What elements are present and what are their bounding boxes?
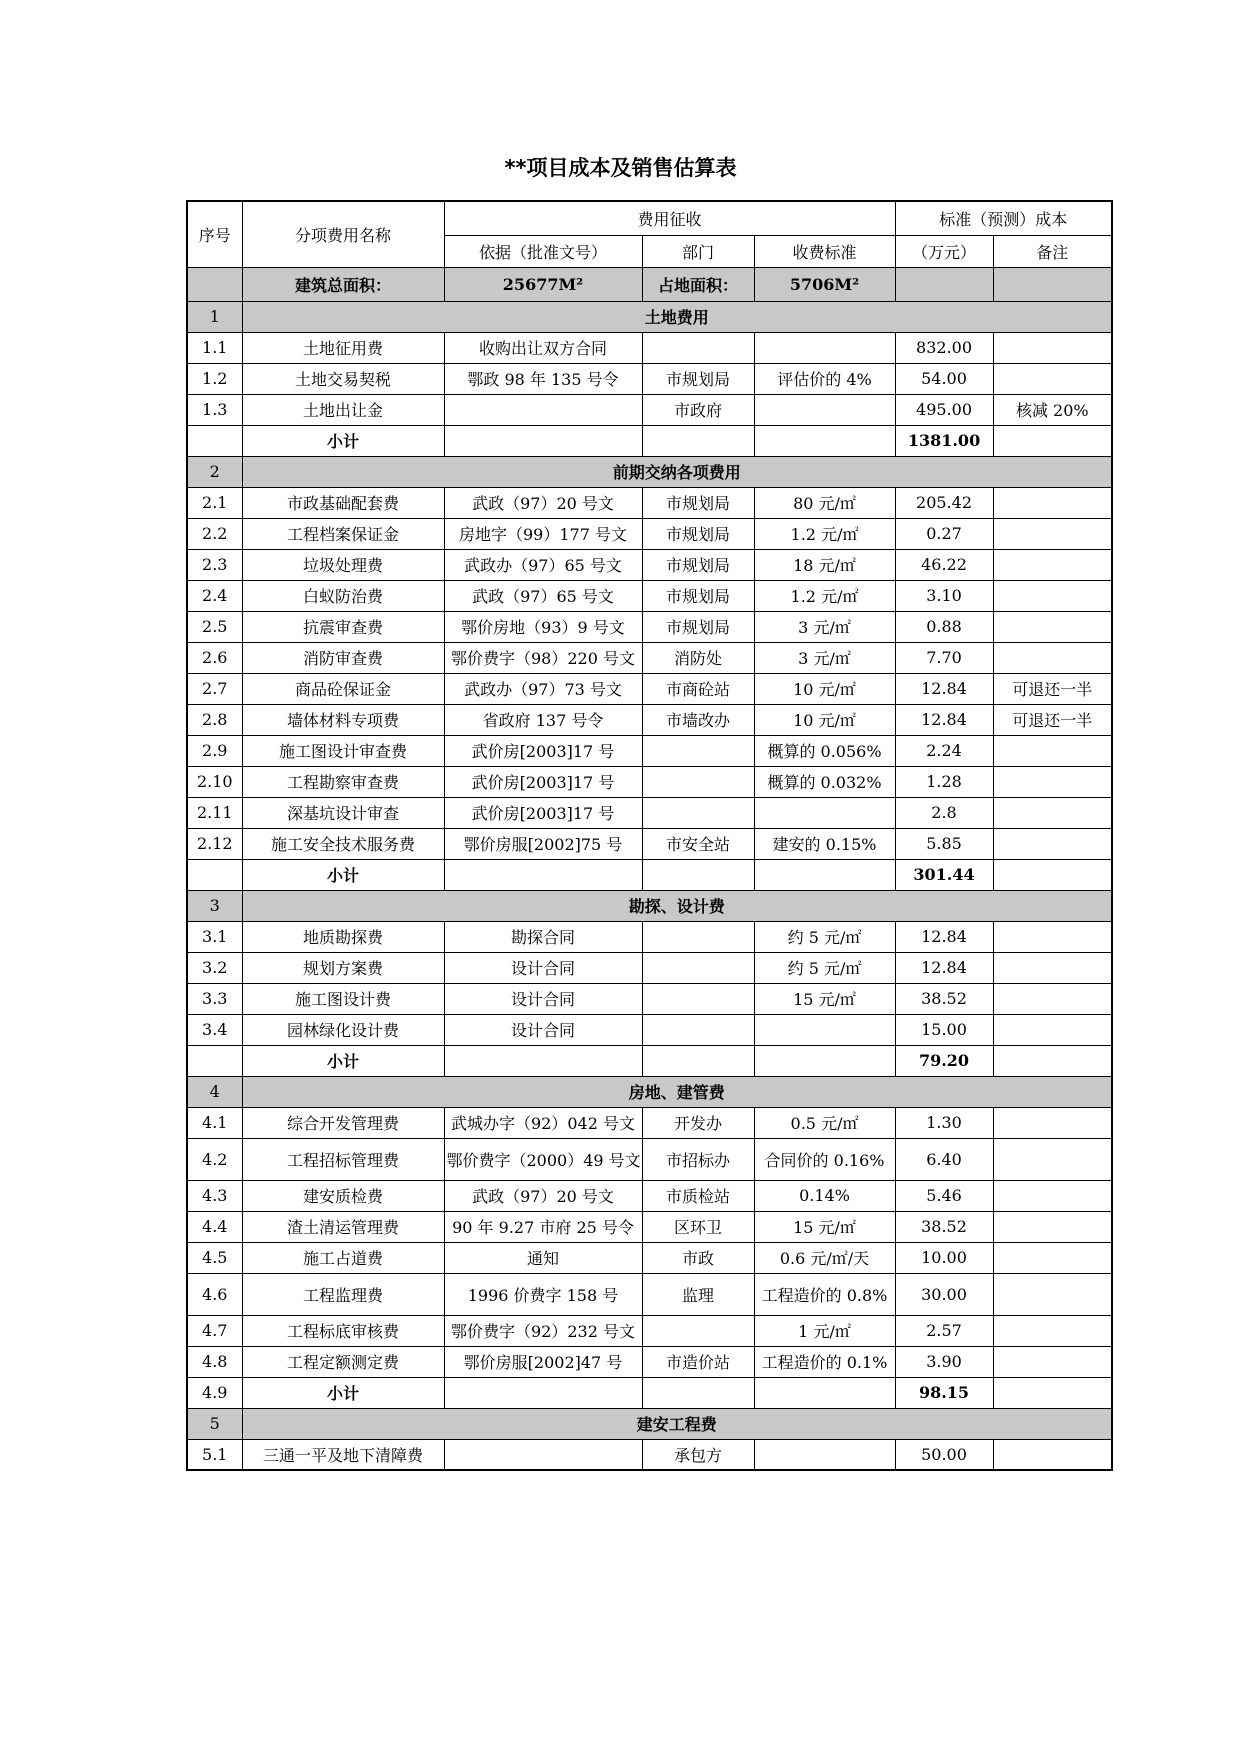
table-row <box>187 1211 1112 1242</box>
subtotal-blank <box>444 1377 642 1408</box>
row-standard: 建安的 0.15% <box>754 828 895 859</box>
row-seq: 1.3 <box>187 394 242 425</box>
section-title: 建安工程费 <box>242 1408 1112 1439</box>
subtotal-row <box>187 859 1112 890</box>
row-basis: 勘探合同 <box>444 921 642 952</box>
row-dept <box>642 1014 754 1045</box>
row-item-name: 深基坑设计审查 <box>242 797 444 828</box>
row-standard <box>754 1439 895 1470</box>
table-row <box>187 363 1112 394</box>
row-remark <box>993 1273 1112 1315</box>
row-basis: 设计合同 <box>444 1014 642 1045</box>
row-remark <box>993 983 1112 1014</box>
row-basis: 鄂价费字（2000）49 号文 <box>444 1138 642 1180</box>
row-item-name: 工程招标管理费 <box>242 1138 444 1180</box>
header-basis: 依据（批准文号） <box>444 235 642 267</box>
row-standard: 约 5 元/㎡ <box>754 921 895 952</box>
row-dept: 市规划局 <box>642 611 754 642</box>
section-header-row <box>187 1408 1112 1439</box>
row-seq: 4.2 <box>187 1138 242 1180</box>
subtotal-blank <box>993 425 1112 456</box>
row-remark: 核减 20% <box>993 394 1112 425</box>
subtotal-blank <box>444 859 642 890</box>
row-remark <box>993 1180 1112 1211</box>
table-row <box>187 704 1112 735</box>
row-dept: 市墙改办 <box>642 704 754 735</box>
table-row <box>187 611 1112 642</box>
row-basis: 鄂价费字（98）220 号文 <box>444 642 642 673</box>
area-blank <box>895 267 993 301</box>
subtotal-seq: 4.9 <box>187 1377 242 1408</box>
row-seq: 4.7 <box>187 1315 242 1346</box>
table-row <box>187 1242 1112 1273</box>
row-basis: 鄂政 98 年 135 号令 <box>444 363 642 394</box>
row-dept <box>642 983 754 1014</box>
table-row <box>187 766 1112 797</box>
row-item-name: 商品砼保证金 <box>242 673 444 704</box>
table-row <box>187 1346 1112 1377</box>
area-blank <box>187 267 242 301</box>
subtotal-blank <box>993 1045 1112 1076</box>
row-cost: 495.00 <box>895 394 993 425</box>
row-basis: 省政府 137 号令 <box>444 704 642 735</box>
table-row <box>187 487 1112 518</box>
subtotal-cost: 301.44 <box>895 859 993 890</box>
subtotal-row <box>187 1045 1112 1076</box>
row-remark <box>993 952 1112 983</box>
row-standard: 概算的 0.056% <box>754 735 895 766</box>
row-item-name: 工程监理费 <box>242 1273 444 1315</box>
row-seq: 4.6 <box>187 1273 242 1315</box>
row-remark <box>993 1107 1112 1138</box>
table-row <box>187 673 1112 704</box>
subtotal-blank <box>754 1045 895 1076</box>
row-seq: 2.9 <box>187 735 242 766</box>
section-header-row <box>187 1076 1112 1107</box>
land-area-label: 占地面积： <box>642 267 754 301</box>
row-item-name: 地质勘探费 <box>242 921 444 952</box>
row-item-name: 抗震审查费 <box>242 611 444 642</box>
row-remark <box>993 1014 1112 1045</box>
row-dept: 市商砼站 <box>642 673 754 704</box>
subtotal-blank <box>642 859 754 890</box>
row-basis: 武城办字（92）042 号文 <box>444 1107 642 1138</box>
subtotal-seq <box>187 425 242 456</box>
row-standard: 80 元/㎡ <box>754 487 895 518</box>
row-dept <box>642 332 754 363</box>
row-item-name: 施工安全技术服务费 <box>242 828 444 859</box>
row-standard: 概算的 0.032% <box>754 766 895 797</box>
row-cost: 15.00 <box>895 1014 993 1045</box>
subtotal-blank <box>642 1377 754 1408</box>
section-number: 4 <box>187 1076 242 1107</box>
row-cost: 5.85 <box>895 828 993 859</box>
row-basis: 设计合同 <box>444 983 642 1014</box>
row-dept: 市政 <box>642 1242 754 1273</box>
row-seq: 2.8 <box>187 704 242 735</box>
table-row <box>187 828 1112 859</box>
row-cost: 38.52 <box>895 983 993 1014</box>
row-item-name: 施工图设计审查费 <box>242 735 444 766</box>
row-basis: 鄂价房服[2002]47 号 <box>444 1346 642 1377</box>
table-row <box>187 921 1112 952</box>
row-dept <box>642 1315 754 1346</box>
row-remark <box>993 363 1112 394</box>
row-standard: 10 元/㎡ <box>754 704 895 735</box>
header-name: 分项费用名称 <box>242 201 444 267</box>
row-cost: 12.84 <box>895 673 993 704</box>
subtotal-cost: 79.20 <box>895 1045 993 1076</box>
row-standard: 18 元/㎡ <box>754 549 895 580</box>
row-cost: 3.90 <box>895 1346 993 1377</box>
subtotal-blank <box>642 425 754 456</box>
row-item-name: 工程勘察审查费 <box>242 766 444 797</box>
row-dept: 市规划局 <box>642 580 754 611</box>
row-standard: 3 元/㎡ <box>754 611 895 642</box>
row-standard: 15 元/㎡ <box>754 983 895 1014</box>
section-header-row <box>187 456 1112 487</box>
row-dept: 市造价站 <box>642 1346 754 1377</box>
row-cost: 38.52 <box>895 1211 993 1242</box>
subtotal-cost: 98.15 <box>895 1377 993 1408</box>
row-item-name: 消防审查费 <box>242 642 444 673</box>
row-item-name: 建安质检费 <box>242 1180 444 1211</box>
row-item-name: 墙体材料专项费 <box>242 704 444 735</box>
row-item-name: 垃圾处理费 <box>242 549 444 580</box>
row-item-name: 土地征用费 <box>242 332 444 363</box>
row-basis <box>444 1439 642 1470</box>
total-area-value: 25677M² <box>444 267 642 301</box>
header-cost: 标准（预测）成本 <box>895 201 1112 235</box>
page-title: **项目成本及销售估算表 <box>504 156 737 180</box>
row-cost: 2.24 <box>895 735 993 766</box>
subtotal-blank <box>993 859 1112 890</box>
table-row <box>187 797 1112 828</box>
row-basis: 房地字（99）177 号文 <box>444 518 642 549</box>
header-standard: 收费标准 <box>754 235 895 267</box>
row-remark <box>993 1242 1112 1273</box>
section-title: 前期交纳各项费用 <box>242 456 1112 487</box>
row-standard <box>754 1014 895 1045</box>
area-blank <box>993 267 1112 301</box>
row-remark <box>993 1315 1112 1346</box>
table-row <box>187 1180 1112 1211</box>
row-remark <box>993 549 1112 580</box>
row-remark <box>993 580 1112 611</box>
subtotal-blank <box>993 1377 1112 1408</box>
row-remark: 可退还一半 <box>993 704 1112 735</box>
row-cost: 12.84 <box>895 921 993 952</box>
subtotal-label: 小计 <box>242 425 444 456</box>
header-collection: 费用征收 <box>444 201 895 235</box>
row-seq: 5.1 <box>187 1439 242 1470</box>
row-basis: 通知 <box>444 1242 642 1273</box>
total-area-label: 建筑总面积： <box>242 267 444 301</box>
row-cost: 205.42 <box>895 487 993 518</box>
row-seq: 3.1 <box>187 921 242 952</box>
row-item-name: 白蚁防治费 <box>242 580 444 611</box>
row-remark <box>993 332 1112 363</box>
row-remark <box>993 735 1112 766</box>
subtotal-seq <box>187 1045 242 1076</box>
row-dept: 市质检站 <box>642 1180 754 1211</box>
row-item-name: 综合开发管理费 <box>242 1107 444 1138</box>
row-item-name: 土地交易契税 <box>242 363 444 394</box>
section-number: 5 <box>187 1408 242 1439</box>
row-basis: 1996 价费字 158 号 <box>444 1273 642 1315</box>
table-row <box>187 952 1112 983</box>
row-standard: 约 5 元/㎡ <box>754 952 895 983</box>
row-basis: 收购出让双方合同 <box>444 332 642 363</box>
subtotal-blank <box>642 1045 754 1076</box>
row-dept <box>642 952 754 983</box>
subtotal-label: 小计 <box>242 1045 444 1076</box>
row-basis: 设计合同 <box>444 952 642 983</box>
table-row <box>187 1107 1112 1138</box>
table-row <box>187 332 1112 363</box>
row-seq: 2.2 <box>187 518 242 549</box>
row-item-name: 工程定额测定费 <box>242 1346 444 1377</box>
table-row <box>187 394 1112 425</box>
row-cost: 832.00 <box>895 332 993 363</box>
row-basis: 鄂价房地（93）9 号文 <box>444 611 642 642</box>
row-standard <box>754 394 895 425</box>
subtotal-label: 小计 <box>242 1377 444 1408</box>
row-dept: 开发办 <box>642 1107 754 1138</box>
row-dept: 监理 <box>642 1273 754 1315</box>
row-item-name: 施工占道费 <box>242 1242 444 1273</box>
row-cost: 3.10 <box>895 580 993 611</box>
table-row <box>187 518 1112 549</box>
row-item-name: 工程标底审核费 <box>242 1315 444 1346</box>
row-seq: 4.5 <box>187 1242 242 1273</box>
table-row <box>187 1315 1112 1346</box>
row-dept: 区环卫 <box>642 1211 754 1242</box>
row-remark <box>993 1439 1112 1470</box>
row-dept: 承包方 <box>642 1439 754 1470</box>
row-basis: 90 年 9.27 市府 25 号令 <box>444 1211 642 1242</box>
table-row <box>187 1138 1112 1180</box>
row-cost: 6.40 <box>895 1138 993 1180</box>
section-title: 房地、建管费 <box>242 1076 1112 1107</box>
row-cost: 1.30 <box>895 1107 993 1138</box>
row-dept: 市政府 <box>642 394 754 425</box>
row-standard: 10 元/㎡ <box>754 673 895 704</box>
header-unit: （万元） <box>895 235 993 267</box>
row-cost: 2.57 <box>895 1315 993 1346</box>
row-cost: 30.00 <box>895 1273 993 1315</box>
row-cost: 1.28 <box>895 766 993 797</box>
row-remark <box>993 518 1112 549</box>
table-row <box>187 1014 1112 1045</box>
row-seq: 4.8 <box>187 1346 242 1377</box>
row-remark: 可退还一半 <box>993 673 1112 704</box>
row-basis: 武价房[2003]17 号 <box>444 735 642 766</box>
subtotal-blank <box>444 1045 642 1076</box>
row-item-name: 土地出让金 <box>242 394 444 425</box>
table-row <box>187 580 1112 611</box>
row-standard: 0.14% <box>754 1180 895 1211</box>
row-seq: 2.10 <box>187 766 242 797</box>
row-cost: 7.70 <box>895 642 993 673</box>
row-cost: 5.46 <box>895 1180 993 1211</box>
subtotal-blank <box>444 425 642 456</box>
row-seq: 2.7 <box>187 673 242 704</box>
row-seq: 2.5 <box>187 611 242 642</box>
subtotal-seq <box>187 859 242 890</box>
section-number: 1 <box>187 301 242 332</box>
row-cost: 12.84 <box>895 952 993 983</box>
row-standard: 0.6 元/㎡/天 <box>754 1242 895 1273</box>
row-remark <box>993 828 1112 859</box>
row-standard: 工程造价的 0.8% <box>754 1273 895 1315</box>
row-item-name: 市政基础配套费 <box>242 487 444 518</box>
section-number: 3 <box>187 890 242 921</box>
subtotal-label: 小计 <box>242 859 444 890</box>
table-row <box>187 1439 1112 1470</box>
row-basis <box>444 394 642 425</box>
header-remark: 备注 <box>993 235 1112 267</box>
row-dept: 市规划局 <box>642 549 754 580</box>
section-header-row <box>187 890 1112 921</box>
table-row <box>187 642 1112 673</box>
row-seq: 2.12 <box>187 828 242 859</box>
row-seq: 3.2 <box>187 952 242 983</box>
table-row <box>187 1273 1112 1315</box>
row-basis: 鄂价房服[2002]75 号 <box>444 828 642 859</box>
row-basis: 武政办（97）73 号文 <box>444 673 642 704</box>
row-dept: 市安全站 <box>642 828 754 859</box>
row-dept <box>642 735 754 766</box>
row-remark <box>993 642 1112 673</box>
subtotal-cost: 1381.00 <box>895 425 993 456</box>
row-seq: 2.3 <box>187 549 242 580</box>
subtotal-row <box>187 1377 1112 1408</box>
row-item-name: 园林绿化设计费 <box>242 1014 444 1045</box>
row-item-name: 施工图设计费 <box>242 983 444 1014</box>
row-remark <box>993 766 1112 797</box>
row-dept: 市规划局 <box>642 518 754 549</box>
row-dept: 市规划局 <box>642 487 754 518</box>
row-standard: 15 元/㎡ <box>754 1211 895 1242</box>
row-seq: 3.4 <box>187 1014 242 1045</box>
row-basis: 武政办（97）65 号文 <box>444 549 642 580</box>
row-remark <box>993 1138 1112 1180</box>
row-cost: 2.8 <box>895 797 993 828</box>
row-dept: 市招标办 <box>642 1138 754 1180</box>
row-standard: 合同价的 0.16% <box>754 1138 895 1180</box>
row-item-name: 三通一平及地下清障费 <box>242 1439 444 1470</box>
row-basis: 武政（97）20 号文 <box>444 487 642 518</box>
row-basis: 武价房[2003]17 号 <box>444 766 642 797</box>
row-dept: 消防处 <box>642 642 754 673</box>
row-standard <box>754 797 895 828</box>
row-cost: 50.00 <box>895 1439 993 1470</box>
row-seq: 2.6 <box>187 642 242 673</box>
row-seq: 2.11 <box>187 797 242 828</box>
row-basis: 武政（97）20 号文 <box>444 1180 642 1211</box>
row-remark <box>993 1346 1112 1377</box>
section-title: 勘探、设计费 <box>242 890 1112 921</box>
row-seq: 4.4 <box>187 1211 242 1242</box>
row-cost: 0.27 <box>895 518 993 549</box>
row-item-name: 规划方案费 <box>242 952 444 983</box>
row-seq: 1.1 <box>187 332 242 363</box>
row-standard: 1.2 元/㎡ <box>754 580 895 611</box>
table-row <box>187 983 1112 1014</box>
row-dept: 市规划局 <box>642 363 754 394</box>
land-area-value: 5706M² <box>754 267 895 301</box>
row-dept <box>642 921 754 952</box>
row-dept <box>642 797 754 828</box>
table-row <box>187 549 1112 580</box>
row-remark <box>993 611 1112 642</box>
section-title: 土地费用 <box>242 301 1112 332</box>
row-standard: 1 元/㎡ <box>754 1315 895 1346</box>
subtotal-row <box>187 425 1112 456</box>
row-cost: 12.84 <box>895 704 993 735</box>
section-header-row <box>187 301 1112 332</box>
row-cost: 0.88 <box>895 611 993 642</box>
row-item-name: 渣土清运管理费 <box>242 1211 444 1242</box>
row-remark <box>993 797 1112 828</box>
row-basis: 武价房[2003]17 号 <box>444 797 642 828</box>
row-standard <box>754 332 895 363</box>
row-standard: 评估价的 4% <box>754 363 895 394</box>
row-seq: 3.3 <box>187 983 242 1014</box>
row-standard: 0.5 元/㎡ <box>754 1107 895 1138</box>
row-cost: 54.00 <box>895 363 993 394</box>
subtotal-blank <box>754 859 895 890</box>
row-basis: 武政（97）65 号文 <box>444 580 642 611</box>
row-cost: 10.00 <box>895 1242 993 1273</box>
cost-estimate-table <box>186 200 1113 1471</box>
row-seq: 1.2 <box>187 363 242 394</box>
row-seq: 4.3 <box>187 1180 242 1211</box>
row-remark <box>993 921 1112 952</box>
header-dept: 部门 <box>642 235 754 267</box>
row-standard: 3 元/㎡ <box>754 642 895 673</box>
subtotal-blank <box>754 425 895 456</box>
row-remark <box>993 1211 1112 1242</box>
row-standard: 工程造价的 0.1% <box>754 1346 895 1377</box>
row-basis: 鄂价费字（92）232 号文 <box>444 1315 642 1346</box>
row-remark <box>993 487 1112 518</box>
header-seq: 序号 <box>187 201 242 267</box>
row-seq: 2.1 <box>187 487 242 518</box>
table-row <box>187 735 1112 766</box>
row-seq: 4.1 <box>187 1107 242 1138</box>
subtotal-blank <box>754 1377 895 1408</box>
row-standard: 1.2 元/㎡ <box>754 518 895 549</box>
row-dept <box>642 766 754 797</box>
row-seq: 2.4 <box>187 580 242 611</box>
row-item-name: 工程档案保证金 <box>242 518 444 549</box>
section-number: 2 <box>187 456 242 487</box>
row-cost: 46.22 <box>895 549 993 580</box>
